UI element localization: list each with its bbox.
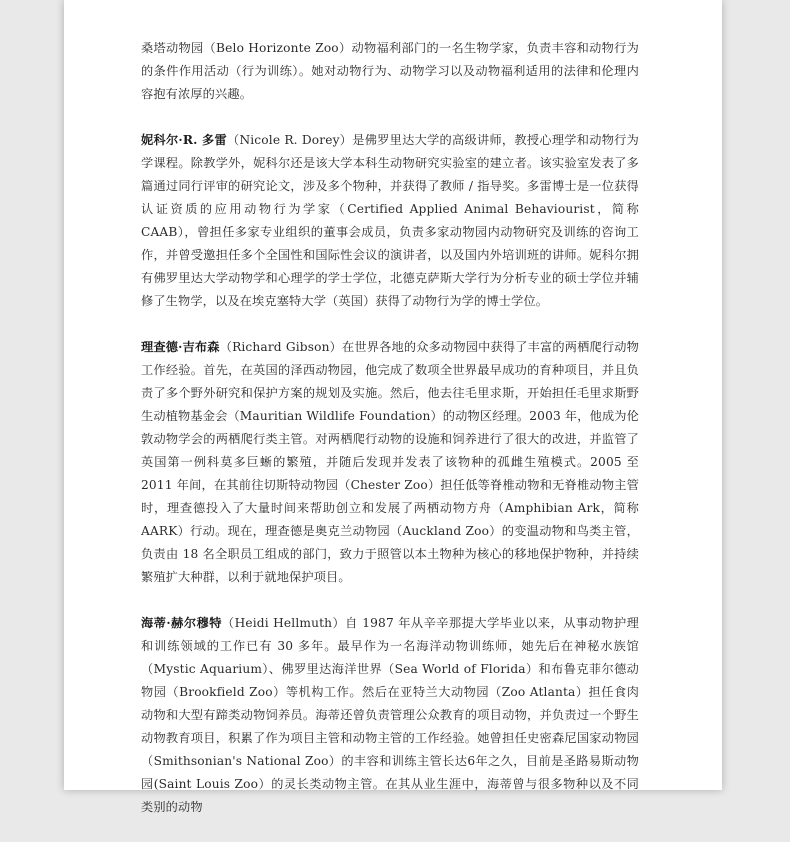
bio-text: 桑塔动物园（Belo Horizonte Zoo）动物福利部门的一名生物学家，负责丰容和动物行为的条件作用活动（行为训练）。她对动物行为、动物学习以及动物福利适用的法律和伦理内容抱有浓厚的兴趣。 — [141, 41, 639, 101]
paragraph-bio-hellmuth — [141, 612, 639, 819]
bio-name: 理查德·吉布森 — [141, 340, 220, 354]
bio-text: （Richard Gibson）在世界各地的众多动物园中获得了丰富的两栖爬行动物工作经验。首先，在英国的泽西动物园，他完成了数项全世界最早成功的育种项目，并且负责了多个野外研究和保护方案的规划及实施。然后，他去往毛里求斯，开始担任毛里求斯野生动植物基金会（Mauritian Wildlife Foundation）的动物区经理。2003 年，他成为伦敦动物学会的两栖爬行类主管。对两栖爬行动物的设施和饲养进行了很大的改进，并监管了英国第一例科莫多巨蜥的繁殖，并随后发现并发表了该物种的孤雌生殖模式。2005 至 2011 年间，在其前往切斯特动物园（Chester Zoo）担任低等脊椎动物和无脊椎动物主管时，理查德投入了大量时间来帮助创立和发展了两栖动物方舟（Amphibian Ark，简称 AARK）行动。现在，理查德是奥克兰动物园（Auckland Zoo）的变温动物和鸟类主管，负责由 18 名全职员工组成的部门，致力于照管以本土物种为核心的移地保护物种，并持续繁殖扩大种群，以利于就地保护项目。 — [141, 340, 639, 584]
paragraph-bio-dorey — [141, 129, 639, 313]
document-page — [64, 0, 722, 814]
bio-name: 妮科尔·R. 多雷 — [141, 133, 227, 147]
document-body — [141, 37, 639, 842]
bio-name: 海蒂·赫尔穆特 — [141, 616, 222, 630]
bio-text: （Nicole R. Dorey）是佛罗里达大学的高级讲师，教授心理学和动物行为学课程。除教学外，妮科尔还是该大学本科生动物研究实验室的建立者。该实验室发表了多篇通过同行评审的研究论文，涉及多个物种，并获得了教师 / 指导奖。多雷博士是一位获得认证资质的应用动物行为学家（Certified Applied Animal Behaviourist，简称CAAB），曾担任多家专业组织的董事会成员，负责多家动物园内动物研究及训练的咨询工作，并曾受邀担任多个全国性和国际性会议的演讲者，以及国内外培训班的讲师。妮科尔拥有佛罗里达大学动物学和心理学的学士学位，北德克萨斯大学行为分析专业的硕士学位并辅修了生物学，以及在埃克塞特大学（英国）获得了动物行为学的博士学位。 — [141, 133, 639, 308]
paragraph-bio-gibson — [141, 336, 639, 589]
paragraph-bio-1 — [141, 37, 639, 106]
bio-text: （Heidi Hellmuth）自 1987 年从辛辛那提大学毕业以来，从事动物护理和训练领域的工作已有 30 多年。最早作为一名海洋动物训练师，她先后在神秘水族馆（Mystic Aquarium）、佛罗里达海洋世界（Sea World of Florida）和布鲁克菲尔德动物园（Brookfield Zoo）等机构工作。然后在亚特兰大动物园（Zoo Atlanta）担任食肉动物和大型有蹄类动物饲养员。海蒂还曾负责管理公众教育的项目动物，并负责过一个野生动物教育项目，积累了作为项目主管和动物主管的工作经验。她曾担任史密森尼国家动物园（Smithsonian's National Zoo）的丰容和训练主管长达6年之久，目前是圣路易斯动物园(Saint Louis Zoo）的灵长类动物主管。在其从业生涯中，海蒂曾与很多物种以及不同类别的动物 — [141, 616, 639, 814]
